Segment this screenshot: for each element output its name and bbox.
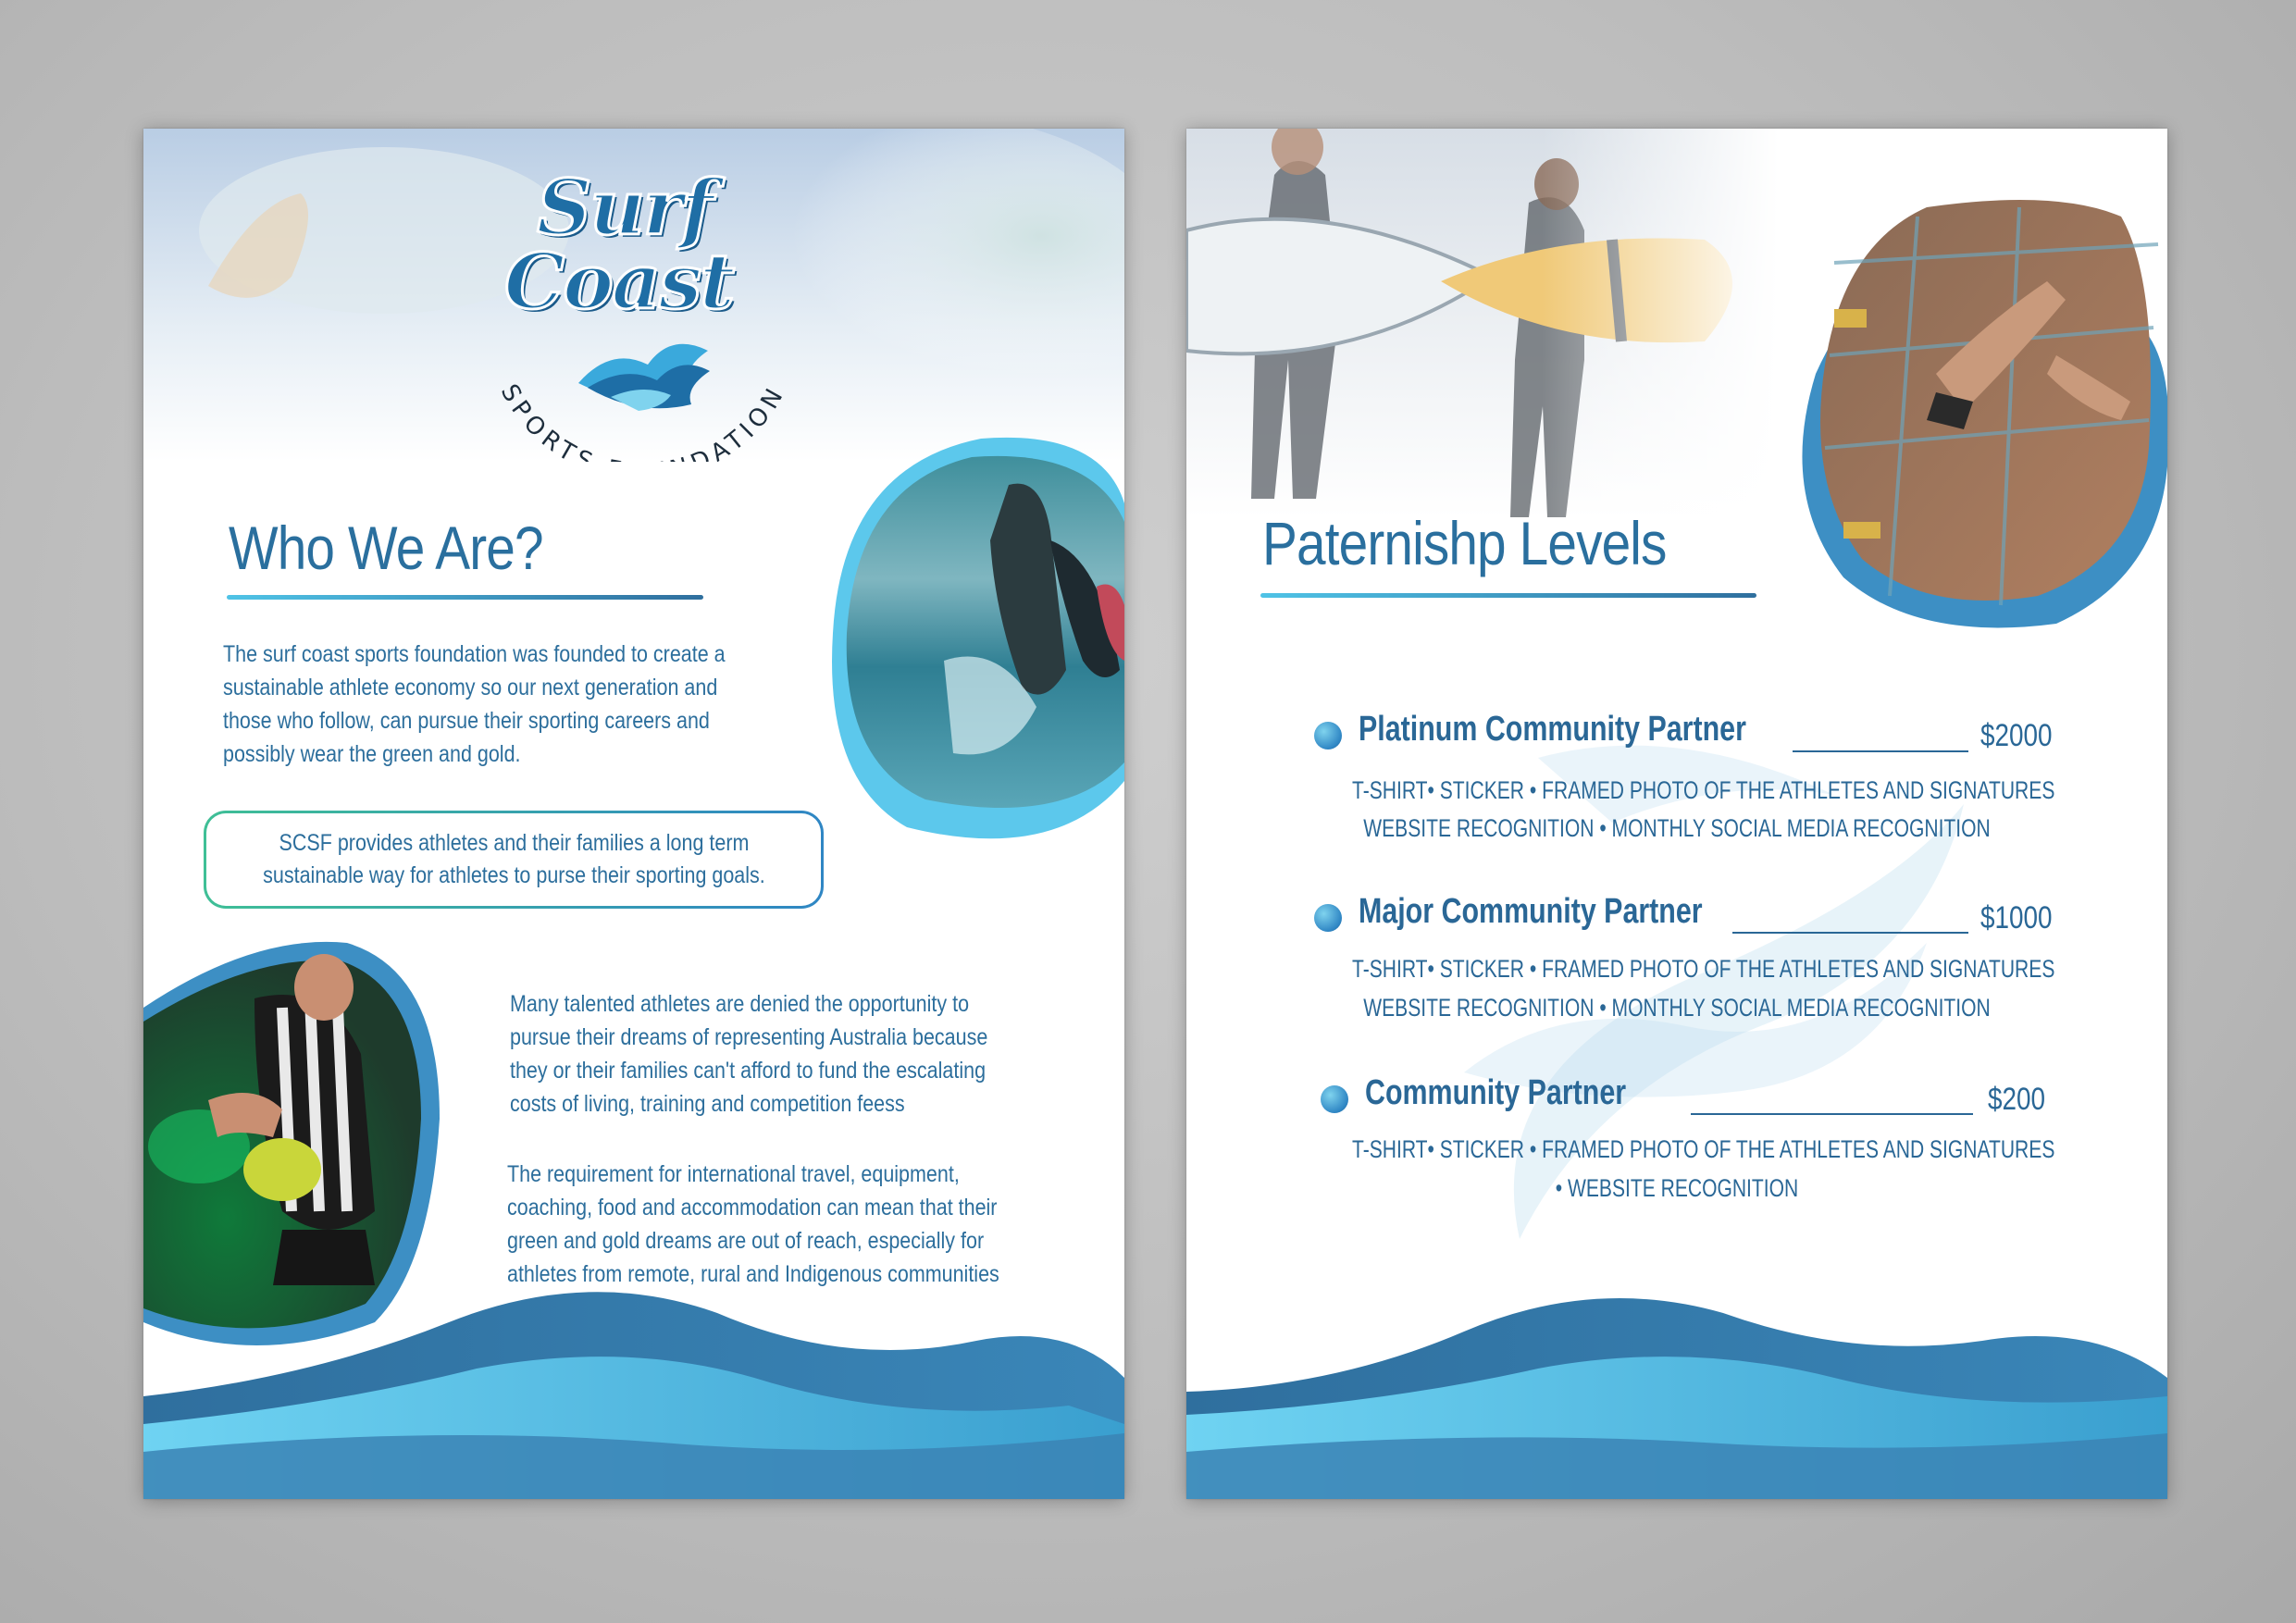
intro-line: those who follow, can pursue their sporting careers and — [223, 708, 710, 734]
logo-word-surf: Surf — [537, 164, 713, 253]
paragraph-line: they or their families can't afford to fund the escalating — [510, 1058, 987, 1084]
surf-coast-logo — [449, 166, 828, 462]
tier-benefits-line: T-SHIRT• STICKER • FRAMED PHOTO OF THE ATHLETES AND SIGNATURES — [1352, 776, 2055, 804]
tier-benefits-line: T-SHIRT• STICKER • FRAMED PHOTO OF THE ATHLETES AND SIGNATURES — [1352, 955, 2055, 983]
tier-leader-line — [1732, 932, 1968, 934]
tier-price-platinum: $2000 — [1980, 718, 2053, 753]
tier-price-community: $200 — [1988, 1082, 2046, 1117]
callout-line: SCSF provides athletes and their families a long term — [279, 830, 749, 856]
tier-leader-line — [1793, 750, 1968, 752]
surfer-photo — [824, 429, 1124, 864]
tier-name-community: Community Partner — [1365, 1073, 1627, 1112]
flyer-page-who-we-are — [143, 129, 1124, 1499]
page-title-partnership-levels: Paternishp Levels — [1262, 509, 1667, 577]
paragraph-line: costs of living, training and competition feess — [510, 1091, 905, 1117]
paragraph-line: athletes from remote, rural and Indigenous communities — [507, 1261, 999, 1287]
intro-line: The surf coast sports foundation was founded to create a — [223, 641, 726, 667]
flyer-page-partnership-levels — [1186, 129, 2167, 1499]
paragraph-athletes-denied — [510, 987, 1067, 1121]
tier-benefits-line: WEBSITE RECOGNITION • MONTHLY SOCIAL MEDIA RECOGNITION — [1363, 994, 1991, 1022]
bottom-wave-graphic — [143, 1267, 1124, 1499]
intro-line: possibly wear the green and gold. — [223, 741, 521, 767]
intro-line: sustainable athlete economy so our next generation and — [223, 675, 718, 700]
logo-word-coast: Coast — [504, 238, 734, 327]
heading-underline — [227, 595, 703, 600]
logo-arc-text: SPORTS DATION — [494, 379, 792, 462]
paragraph-line: coaching, food and accommodation can mean that their — [507, 1195, 998, 1220]
bottom-wave-graphic — [1186, 1276, 2167, 1499]
tier-benefits-line: WEBSITE RECOGNITION • MONTHLY SOCIAL MEDIA RECOGNITION — [1363, 814, 1991, 842]
tier-leader-line — [1691, 1113, 1973, 1115]
surfers-carrying-boards-photo — [1186, 129, 1779, 517]
tier-name-platinum: Platinum Community Partner — [1359, 710, 1746, 749]
tier-benefits-line: • WEBSITE RECOGNITION — [1555, 1174, 1799, 1202]
paragraph-line: pursue their dreams of representing Australia because — [510, 1024, 988, 1050]
callout-line: sustainable way for athletes to purse their sporting goals. — [262, 862, 765, 888]
track-runner-photo — [1779, 189, 2167, 642]
tier-benefits-line: T-SHIRT• STICKER • FRAMED PHOTO OF THE ATHLETES AND SIGNATURES — [1352, 1135, 2055, 1163]
page-title-who-we-are: Who We Are? — [229, 514, 543, 582]
paragraph-line: green and gold dreams are out of reach, especially for — [507, 1228, 985, 1254]
callout-box — [204, 811, 824, 909]
paragraph-line: The requirement for international travel, equipment, — [507, 1161, 960, 1187]
tier-name-major: Major Community Partner — [1359, 892, 1703, 931]
tier-price-major: $1000 — [1980, 900, 2053, 935]
tier-bullet-icon — [1314, 722, 1342, 750]
tier-bullet-icon — [1321, 1085, 1348, 1113]
heading-underline — [1260, 593, 1756, 598]
intro-paragraph — [223, 638, 772, 771]
tier-bullet-icon — [1314, 904, 1342, 932]
paragraph-line: Many talented athletes are denied the opportunity to — [510, 991, 970, 1017]
